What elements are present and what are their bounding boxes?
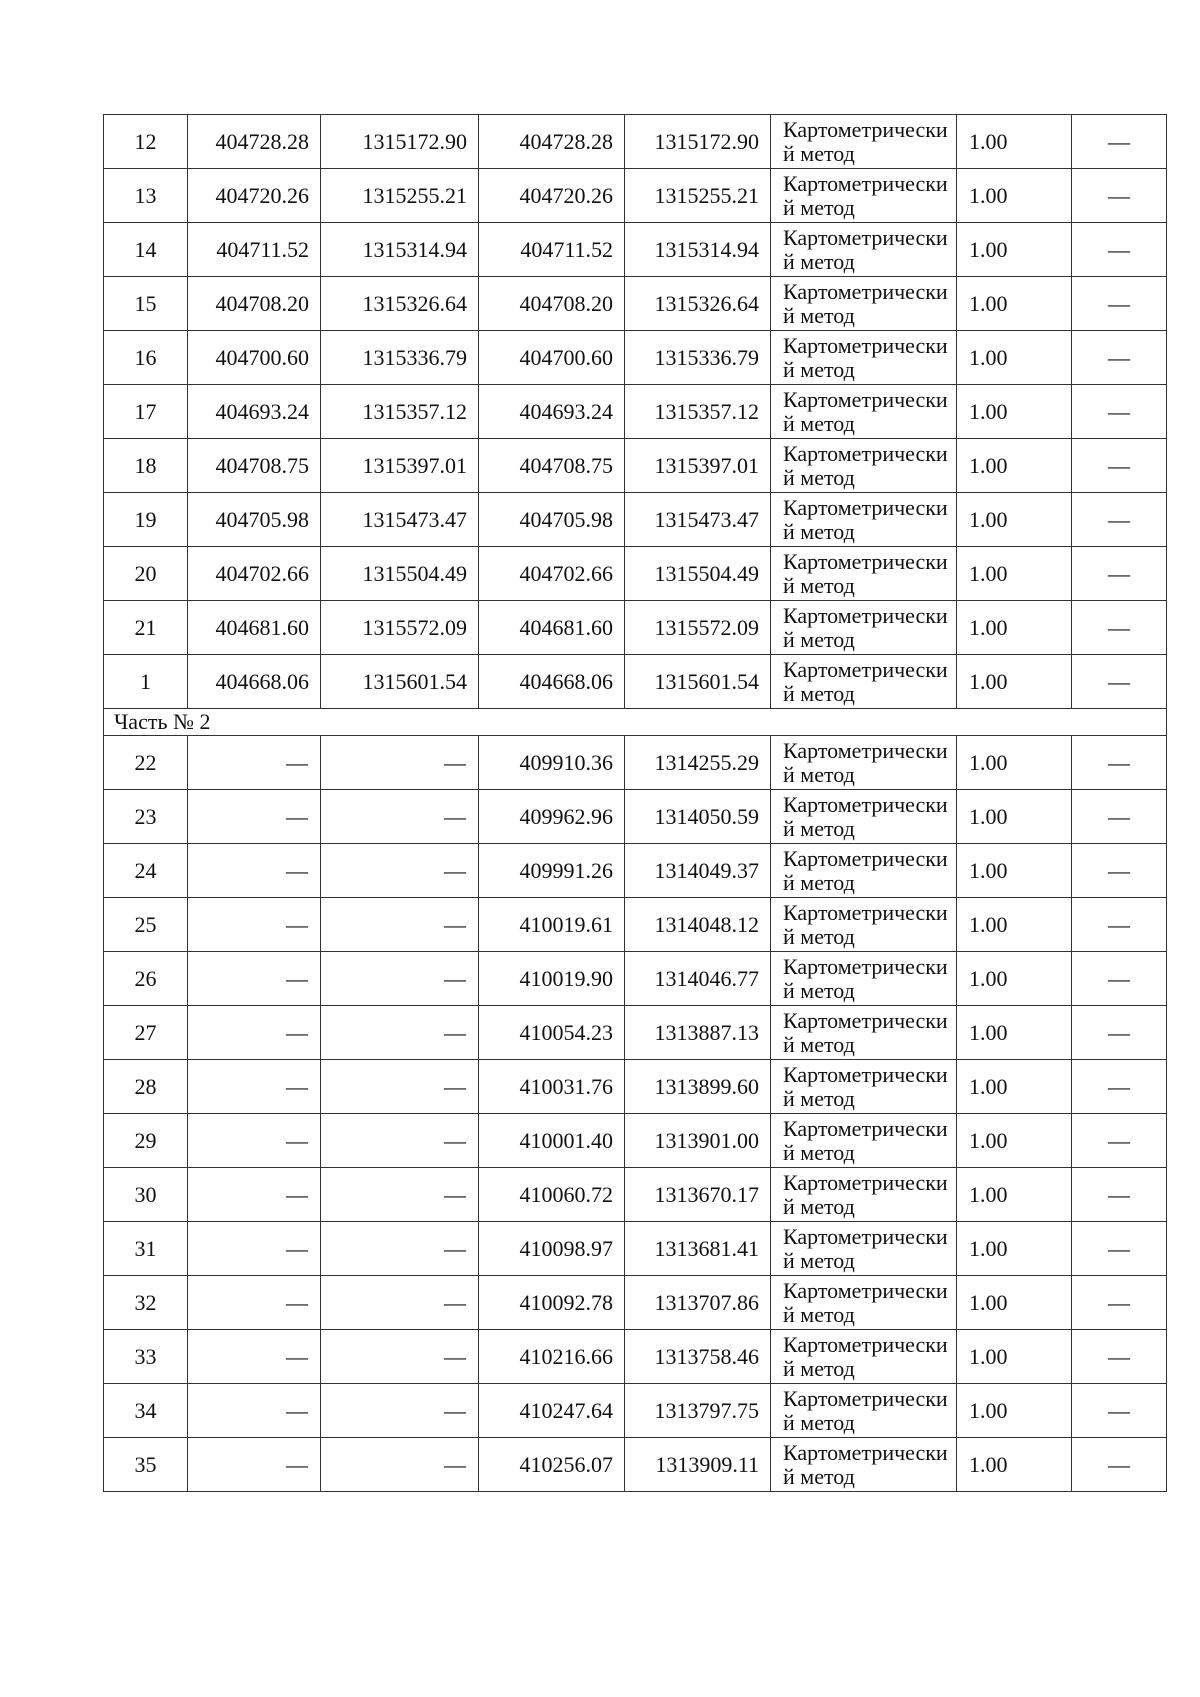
note-cell: — xyxy=(1072,1006,1167,1060)
existing-x-cell: — xyxy=(188,844,321,898)
existing-y-cell: — xyxy=(321,1276,479,1330)
existing-y-cell: 1315314.94 xyxy=(321,223,479,277)
point-number-cell: 15 xyxy=(104,277,188,331)
existing-y-cell: 1315255.21 xyxy=(321,169,479,223)
method-cell: Картометрический метод xyxy=(771,1438,957,1492)
method-cell: Картометрический метод xyxy=(771,655,957,709)
refined-y-cell: 1314046.77 xyxy=(625,952,771,1006)
refined-y-cell: 1315601.54 xyxy=(625,655,771,709)
precision-cell: 1.00 xyxy=(957,952,1072,1006)
existing-y-cell: 1315357.12 xyxy=(321,385,479,439)
table-row xyxy=(104,1276,1167,1330)
table-row xyxy=(104,1222,1167,1276)
refined-y-cell: 1313901.00 xyxy=(625,1114,771,1168)
refined-y-cell: 1313899.60 xyxy=(625,1060,771,1114)
table-row xyxy=(104,1060,1167,1114)
point-number-cell: 12 xyxy=(104,115,188,169)
precision-cell: 1.00 xyxy=(957,547,1072,601)
precision-cell: 1.00 xyxy=(957,736,1072,790)
note-cell: — xyxy=(1072,655,1167,709)
point-number-cell: 18 xyxy=(104,439,188,493)
refined-y-cell: 1313707.86 xyxy=(625,1276,771,1330)
table-row xyxy=(104,1384,1167,1438)
table-row xyxy=(104,1168,1167,1222)
table-row xyxy=(104,1114,1167,1168)
point-number-cell: 25 xyxy=(104,898,188,952)
existing-y-cell: — xyxy=(321,1168,479,1222)
point-number-cell: 24 xyxy=(104,844,188,898)
point-number-cell: 21 xyxy=(104,601,188,655)
refined-y-cell: 1315572.09 xyxy=(625,601,771,655)
point-number-cell: 32 xyxy=(104,1276,188,1330)
method-cell: Картометрический метод xyxy=(771,601,957,655)
method-cell: Картометрический метод xyxy=(771,844,957,898)
table-row xyxy=(104,952,1167,1006)
refined-x-cell: 410098.97 xyxy=(479,1222,625,1276)
existing-x-cell: 404693.24 xyxy=(188,385,321,439)
refined-x-cell: 409991.26 xyxy=(479,844,625,898)
method-cell: Картометрический метод xyxy=(771,1114,957,1168)
table-row xyxy=(104,790,1167,844)
note-cell: — xyxy=(1072,493,1167,547)
note-cell: — xyxy=(1072,1438,1167,1492)
refined-x-cell: 404668.06 xyxy=(479,655,625,709)
refined-y-cell: 1313681.41 xyxy=(625,1222,771,1276)
table-row xyxy=(104,169,1167,223)
note-cell: — xyxy=(1072,115,1167,169)
coordinates-table xyxy=(103,114,1167,1492)
method-cell: Картометрический метод xyxy=(771,385,957,439)
refined-x-cell: 404702.66 xyxy=(479,547,625,601)
existing-x-cell: — xyxy=(188,1384,321,1438)
method-cell: Картометрический метод xyxy=(771,790,957,844)
point-number-cell: 16 xyxy=(104,331,188,385)
point-number-cell: 26 xyxy=(104,952,188,1006)
existing-x-cell: 404720.26 xyxy=(188,169,321,223)
refined-x-cell: 410060.72 xyxy=(479,1168,625,1222)
existing-x-cell: — xyxy=(188,1222,321,1276)
refined-x-cell: 404708.75 xyxy=(479,439,625,493)
existing-x-cell: 404705.98 xyxy=(188,493,321,547)
method-cell: Картометрический метод xyxy=(771,952,957,1006)
existing-x-cell: — xyxy=(188,952,321,1006)
note-cell: — xyxy=(1072,1060,1167,1114)
point-number-cell: 22 xyxy=(104,736,188,790)
refined-y-cell: 1314050.59 xyxy=(625,790,771,844)
point-number-cell: 13 xyxy=(104,169,188,223)
existing-y-cell: — xyxy=(321,736,479,790)
point-number-cell: 20 xyxy=(104,547,188,601)
refined-y-cell: 1313758.46 xyxy=(625,1330,771,1384)
point-number-cell: 34 xyxy=(104,1384,188,1438)
method-cell: Картометрический метод xyxy=(771,493,957,547)
existing-x-cell: — xyxy=(188,1330,321,1384)
refined-y-cell: 1313797.75 xyxy=(625,1384,771,1438)
existing-y-cell: — xyxy=(321,1438,479,1492)
note-cell: — xyxy=(1072,1330,1167,1384)
existing-x-cell: — xyxy=(188,1168,321,1222)
table-row xyxy=(104,844,1167,898)
point-number-cell: 27 xyxy=(104,1006,188,1060)
method-cell: Картометрический метод xyxy=(771,1168,957,1222)
note-cell: — xyxy=(1072,439,1167,493)
refined-y-cell: 1315473.47 xyxy=(625,493,771,547)
refined-y-cell: 1315397.01 xyxy=(625,439,771,493)
note-cell: — xyxy=(1072,898,1167,952)
existing-y-cell: — xyxy=(321,1060,479,1114)
existing-y-cell: 1315572.09 xyxy=(321,601,479,655)
existing-x-cell: 404668.06 xyxy=(188,655,321,709)
existing-y-cell: 1315397.01 xyxy=(321,439,479,493)
table-row xyxy=(104,1330,1167,1384)
refined-x-cell: 404720.26 xyxy=(479,169,625,223)
existing-y-cell: 1315601.54 xyxy=(321,655,479,709)
point-number-cell: 35 xyxy=(104,1438,188,1492)
existing-y-cell: — xyxy=(321,952,479,1006)
table-row xyxy=(104,277,1167,331)
refined-y-cell: 1314049.37 xyxy=(625,844,771,898)
existing-y-cell: 1315336.79 xyxy=(321,331,479,385)
table-body-part-2 xyxy=(104,736,1167,1492)
existing-x-cell: 404708.20 xyxy=(188,277,321,331)
note-cell: — xyxy=(1072,844,1167,898)
precision-cell: 1.00 xyxy=(957,1114,1072,1168)
refined-x-cell: 410001.40 xyxy=(479,1114,625,1168)
refined-x-cell: 409962.96 xyxy=(479,790,625,844)
method-cell: Картометрический метод xyxy=(771,1006,957,1060)
point-number-cell: 29 xyxy=(104,1114,188,1168)
existing-y-cell: 1315326.64 xyxy=(321,277,479,331)
table-row xyxy=(104,1006,1167,1060)
point-number-cell: 31 xyxy=(104,1222,188,1276)
refined-x-cell: 410031.76 xyxy=(479,1060,625,1114)
table-row xyxy=(104,1438,1167,1492)
existing-x-cell: 404700.60 xyxy=(188,331,321,385)
point-number-cell: 30 xyxy=(104,1168,188,1222)
note-cell: — xyxy=(1072,790,1167,844)
method-cell: Картометрический метод xyxy=(771,1060,957,1114)
existing-y-cell: — xyxy=(321,898,479,952)
refined-x-cell: 404705.98 xyxy=(479,493,625,547)
note-cell: — xyxy=(1072,547,1167,601)
precision-cell: 1.00 xyxy=(957,493,1072,547)
point-number-cell: 23 xyxy=(104,790,188,844)
table-row xyxy=(104,115,1167,169)
refined-x-cell: 410256.07 xyxy=(479,1438,625,1492)
precision-cell: 1.00 xyxy=(957,844,1072,898)
table-row xyxy=(104,439,1167,493)
refined-y-cell: 1314048.12 xyxy=(625,898,771,952)
refined-x-cell: 404700.60 xyxy=(479,331,625,385)
precision-cell: 1.00 xyxy=(957,1006,1072,1060)
method-cell: Картометрический метод xyxy=(771,547,957,601)
precision-cell: 1.00 xyxy=(957,1384,1072,1438)
existing-y-cell: — xyxy=(321,1384,479,1438)
section-header-row xyxy=(104,709,1167,736)
existing-x-cell: — xyxy=(188,1276,321,1330)
refined-x-cell: 404728.28 xyxy=(479,115,625,169)
point-number-cell: 14 xyxy=(104,223,188,277)
refined-y-cell: 1315314.94 xyxy=(625,223,771,277)
table-row xyxy=(104,601,1167,655)
refined-x-cell: 410216.66 xyxy=(479,1330,625,1384)
point-number-cell: 17 xyxy=(104,385,188,439)
section-label: Часть № 2 xyxy=(104,709,1167,736)
note-cell: — xyxy=(1072,1276,1167,1330)
note-cell: — xyxy=(1072,1168,1167,1222)
refined-x-cell: 410054.23 xyxy=(479,1006,625,1060)
refined-y-cell: 1315357.12 xyxy=(625,385,771,439)
existing-x-cell: — xyxy=(188,1006,321,1060)
refined-x-cell: 404708.20 xyxy=(479,277,625,331)
precision-cell: 1.00 xyxy=(957,1330,1072,1384)
note-cell: — xyxy=(1072,601,1167,655)
existing-x-cell: 404708.75 xyxy=(188,439,321,493)
table-row xyxy=(104,736,1167,790)
existing-y-cell: — xyxy=(321,790,479,844)
refined-y-cell: 1313909.11 xyxy=(625,1438,771,1492)
method-cell: Картометрический метод xyxy=(771,1222,957,1276)
existing-y-cell: 1315172.90 xyxy=(321,115,479,169)
note-cell: — xyxy=(1072,169,1167,223)
refined-y-cell: 1315255.21 xyxy=(625,169,771,223)
table-row xyxy=(104,547,1167,601)
precision-cell: 1.00 xyxy=(957,331,1072,385)
precision-cell: 1.00 xyxy=(957,898,1072,952)
method-cell: Картометрический метод xyxy=(771,736,957,790)
existing-y-cell: — xyxy=(321,844,479,898)
method-cell: Картометрический метод xyxy=(771,331,957,385)
precision-cell: 1.00 xyxy=(957,1222,1072,1276)
note-cell: — xyxy=(1072,277,1167,331)
existing-x-cell: 404728.28 xyxy=(188,115,321,169)
table-section-part-2 xyxy=(104,709,1167,736)
existing-y-cell: 1315473.47 xyxy=(321,493,479,547)
note-cell: — xyxy=(1072,331,1167,385)
refined-y-cell: 1313670.17 xyxy=(625,1168,771,1222)
existing-x-cell: — xyxy=(188,736,321,790)
existing-x-cell: — xyxy=(188,1438,321,1492)
refined-x-cell: 404693.24 xyxy=(479,385,625,439)
refined-x-cell: 409910.36 xyxy=(479,736,625,790)
refined-x-cell: 410092.78 xyxy=(479,1276,625,1330)
table-row xyxy=(104,493,1167,547)
precision-cell: 1.00 xyxy=(957,169,1072,223)
existing-y-cell: — xyxy=(321,1114,479,1168)
refined-x-cell: 404681.60 xyxy=(479,601,625,655)
refined-y-cell: 1314255.29 xyxy=(625,736,771,790)
table-row xyxy=(104,655,1167,709)
method-cell: Картометрический метод xyxy=(771,1276,957,1330)
existing-x-cell: — xyxy=(188,790,321,844)
method-cell: Картометрический метод xyxy=(771,898,957,952)
refined-x-cell: 410019.61 xyxy=(479,898,625,952)
point-number-cell: 1 xyxy=(104,655,188,709)
note-cell: — xyxy=(1072,223,1167,277)
note-cell: — xyxy=(1072,1222,1167,1276)
refined-y-cell: 1315326.64 xyxy=(625,277,771,331)
table-row xyxy=(104,385,1167,439)
existing-x-cell: 404711.52 xyxy=(188,223,321,277)
point-number-cell: 28 xyxy=(104,1060,188,1114)
method-cell: Картометрический метод xyxy=(771,1384,957,1438)
existing-x-cell: 404702.66 xyxy=(188,547,321,601)
precision-cell: 1.00 xyxy=(957,385,1072,439)
precision-cell: 1.00 xyxy=(957,655,1072,709)
method-cell: Картометрический метод xyxy=(771,115,957,169)
refined-x-cell: 410247.64 xyxy=(479,1384,625,1438)
precision-cell: 1.00 xyxy=(957,1060,1072,1114)
precision-cell: 1.00 xyxy=(957,790,1072,844)
table-row xyxy=(104,898,1167,952)
method-cell: Картометрический метод xyxy=(771,1330,957,1384)
point-number-cell: 33 xyxy=(104,1330,188,1384)
table-body-part-1 xyxy=(104,115,1167,709)
existing-x-cell: — xyxy=(188,898,321,952)
note-cell: — xyxy=(1072,736,1167,790)
precision-cell: 1.00 xyxy=(957,1168,1072,1222)
existing-x-cell: — xyxy=(188,1114,321,1168)
refined-x-cell: 410019.90 xyxy=(479,952,625,1006)
note-cell: — xyxy=(1072,1114,1167,1168)
existing-y-cell: — xyxy=(321,1330,479,1384)
refined-y-cell: 1315172.90 xyxy=(625,115,771,169)
method-cell: Картометрический метод xyxy=(771,439,957,493)
refined-y-cell: 1313887.13 xyxy=(625,1006,771,1060)
precision-cell: 1.00 xyxy=(957,277,1072,331)
refined-x-cell: 404711.52 xyxy=(479,223,625,277)
table-row xyxy=(104,331,1167,385)
precision-cell: 1.00 xyxy=(957,439,1072,493)
precision-cell: 1.00 xyxy=(957,223,1072,277)
note-cell: — xyxy=(1072,385,1167,439)
note-cell: — xyxy=(1072,1384,1167,1438)
precision-cell: 1.00 xyxy=(957,115,1072,169)
method-cell: Картометрический метод xyxy=(771,277,957,331)
existing-y-cell: — xyxy=(321,1006,479,1060)
existing-x-cell: — xyxy=(188,1060,321,1114)
refined-y-cell: 1315504.49 xyxy=(625,547,771,601)
method-cell: Картометрический метод xyxy=(771,169,957,223)
note-cell: — xyxy=(1072,952,1167,1006)
precision-cell: 1.00 xyxy=(957,1438,1072,1492)
refined-y-cell: 1315336.79 xyxy=(625,331,771,385)
precision-cell: 1.00 xyxy=(957,601,1072,655)
precision-cell: 1.00 xyxy=(957,1276,1072,1330)
table-row xyxy=(104,223,1167,277)
existing-x-cell: 404681.60 xyxy=(188,601,321,655)
existing-y-cell: — xyxy=(321,1222,479,1276)
existing-y-cell: 1315504.49 xyxy=(321,547,479,601)
point-number-cell: 19 xyxy=(104,493,188,547)
method-cell: Картометрический метод xyxy=(771,223,957,277)
